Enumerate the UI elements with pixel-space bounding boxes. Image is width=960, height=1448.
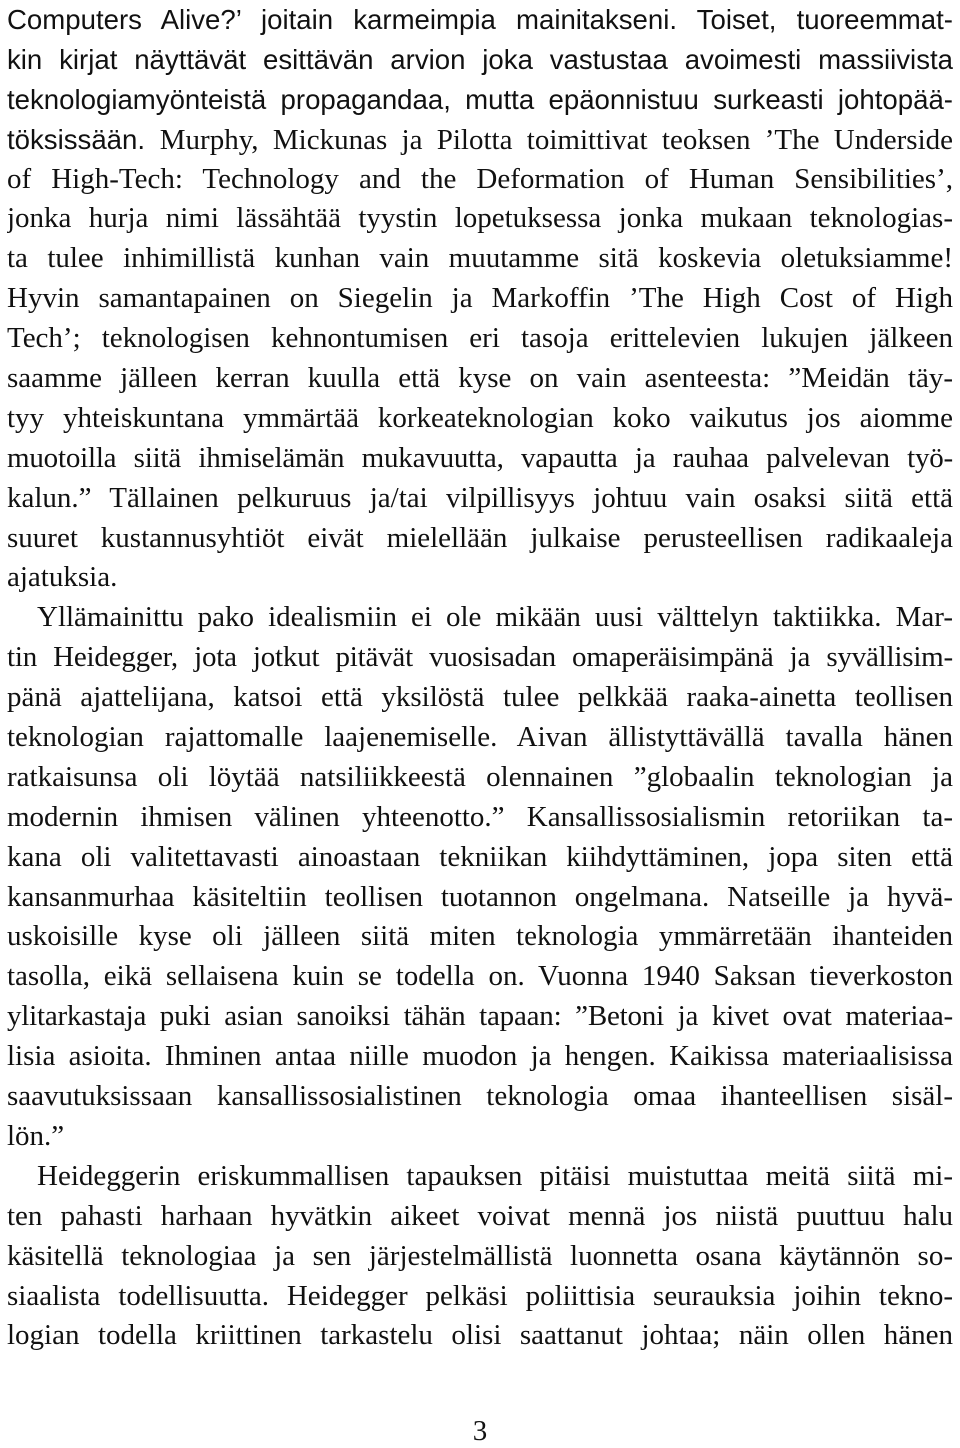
text-line-1: Computers Alive?’ joitain karmeimpia mainitakseni. Toiset, tuoreemmat-	[7, 4, 953, 35]
text-line-16: Yllämainittu pako idealismiin ei ole mikään uusi välttelyn taktiikka. Mar-	[37, 601, 953, 634]
text-line-12: muotoilla siitä ihmiselämän mukavuutta, vapautta ja rauhaa palvelevan työ-	[7, 441, 953, 474]
text-line-11: tyy yhteiskuntana ymmärtää korkeateknologian koko vaikutus jos aiomme	[7, 401, 953, 434]
text-line-31: ten pahasti harhaan hyvätkin aikeet voivat mennä jos niistä puuttuu halu	[7, 1199, 953, 1232]
text-line-9: Tech’; teknologisen kehnontumisen eri tasoja erittelevien lukujen jälkeen	[7, 322, 953, 355]
page-number: 3	[472, 1415, 488, 1447]
text-line-18: pänä ajattelijana, katsoi että yksilöstä tulee pelkkää raaka-ainetta teollisen	[7, 681, 953, 714]
text-line-24: uskoisille kyse oli jälleen siitä miten teknologia ymmärretään ihanteiden	[7, 920, 953, 953]
text-line-34: logian todella kriittinen tarkastelu olisi saattanut johtaa; näin ollen hänen	[7, 1319, 953, 1352]
text-line-25: tasolla, eikä sellaisena kuin se todella on. Vuonna 1940 Saksan tieverkoston	[7, 960, 953, 993]
text-line-14: suuret kustannusyhtiöt eivät mielellään julkaise perusteellisen radikaaleja	[7, 521, 953, 554]
text-line-32: käsitellä teknologiaa ja sen järjestelmällistä luonnetta osana käytännön so-	[7, 1239, 953, 1272]
text-line-22: kana oli valitettavasti ainoastaan tekniikan kiihdyttäminen, jopa siten että	[7, 840, 953, 873]
text-line-4: töksissään. Murphy, Mickunas ja Pilotta toimittivat teoksen ’The Underside	[7, 123, 953, 156]
text-line-17: tin Heidegger, jota jotkut pitävät vuosisadan omaperäisimpänä ja syvällisim-	[7, 641, 953, 674]
text-line-29: lön.”	[7, 1119, 65, 1152]
text-line-13: kalun.” Tällainen pelkuruus ja/tai vilpillisyys johtuu vain osaksi siitä että	[7, 481, 953, 514]
text-line-27: lisia asioita. Ihminen antaa niille muodon ja hengen. Kaikissa materiaalisissa	[7, 1040, 953, 1073]
text-line-15: ajatuksia.	[7, 561, 118, 594]
text-line-28: saavutuksissaan kansallissosialistinen teknologia omaa ihanteellisen sisäl-	[7, 1080, 953, 1113]
text-line-19: teknologian rajattomalle laajenemiselle. Aivan ällistyttävällä tavalla hänen	[7, 721, 953, 754]
text-line-2: kin kirjat näyttävät esittävän arvion joka vastustaa avoimesti massiivista	[7, 43, 953, 75]
text-line-5: of High-Tech: Technology and the Deformation of Human Sensibilities’,	[7, 162, 953, 195]
text-line-10: saamme jälleen kerran kuulla että kyse on vain asenteesta: ”Meidän täy-	[7, 362, 953, 395]
text-line-20: ratkaisunsa oli löytää natsiliikkeestä olennainen ”globaalin teknologian ja	[7, 760, 953, 793]
text-line-23: kansanmurhaa käsiteltiin teollisen tuotannon ongelmana. Natseille ja hyvä-	[7, 880, 953, 913]
text-line-21: modernin ihmisen välinen yhteenotto.” Kansallissosialismin retoriikan ta-	[7, 800, 953, 833]
text-line-3: teknologiamyönteistä propagandaa, mutta epäonnistuu surkeasti johtopää-	[7, 83, 953, 115]
text-line-33: siaalista todellisuutta. Heidegger pelkäsi poliittisia seurauksia joihin tekno-	[7, 1279, 953, 1312]
text-line-26: ylitarkastaja puki asian sanoiksi tähän tapaan: ”Betoni ja kivet ovat materiaa-	[7, 1000, 953, 1033]
text-line-6: jonka hurja nimi lässähtää tyystin lopetuksessa jonka mukaan teknologias-	[7, 202, 953, 235]
text-line-8: Hyvin samantapainen on Siegelin ja Markoffin ’The High Cost of High	[7, 282, 953, 315]
text-line-7: ta tulee inhimillistä kunhan vain muutamme sitä koskevia oletuksiamme!	[7, 242, 953, 275]
document-page	[7, 0, 953, 1356]
text-line-30: Heideggerin eriskummallisen tapauksen pitäisi muistuttaa meitä siitä mi-	[37, 1159, 953, 1192]
